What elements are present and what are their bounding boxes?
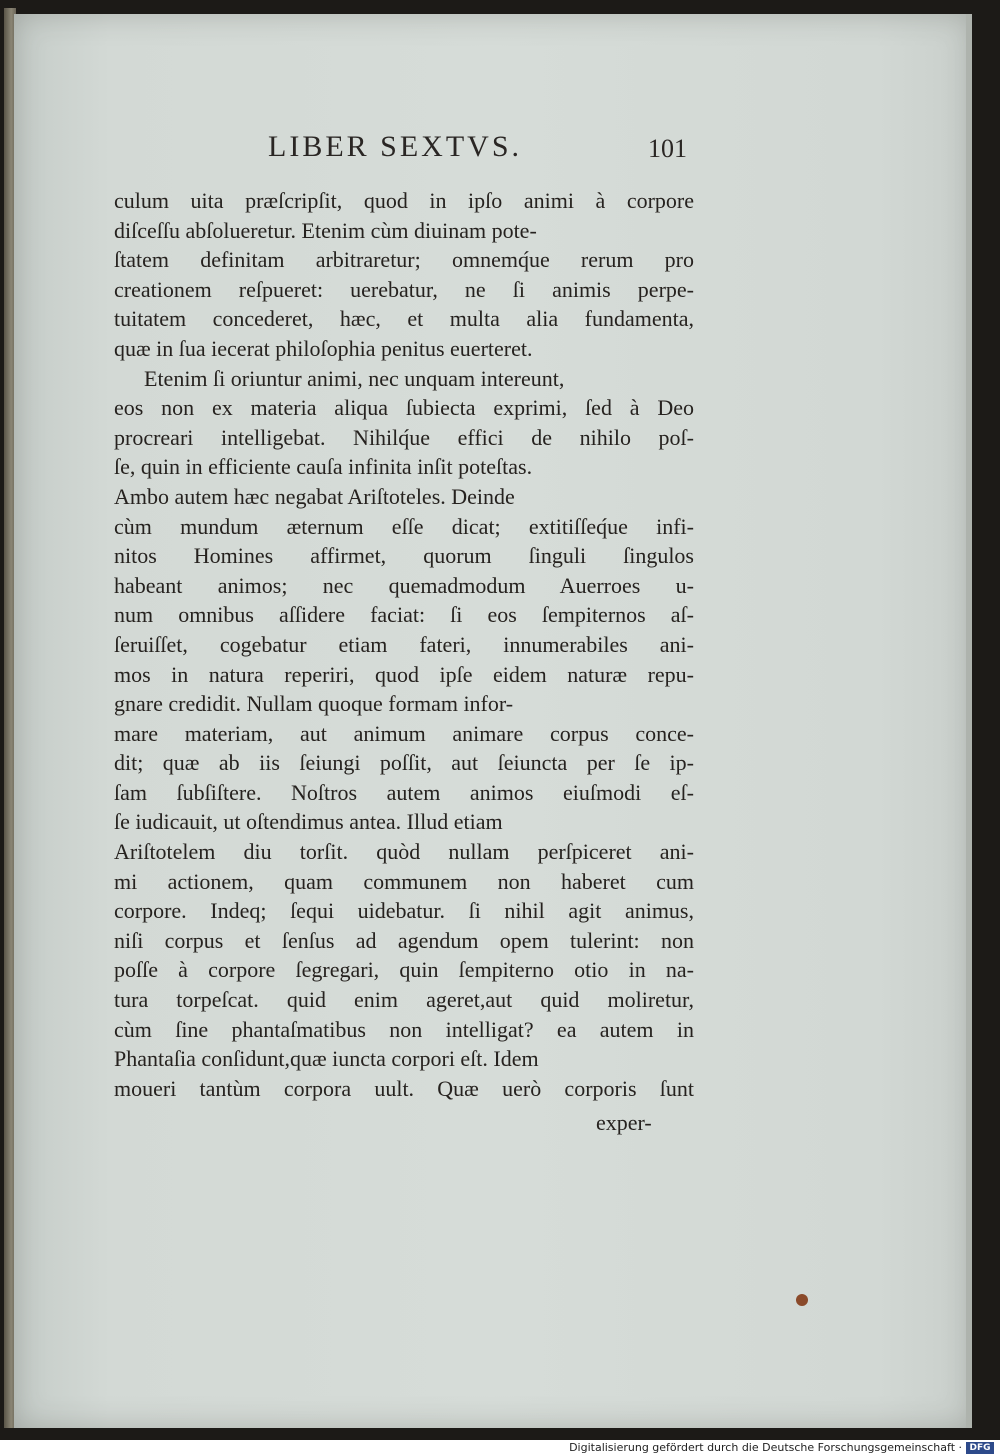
text-line: moueri tantùm corpora uult. Quæ uerò corporis ſunt: [114, 1075, 694, 1101]
dfg-logo: DFG: [966, 1442, 994, 1454]
text-line: mare materiam, aut animum animare corpus conce-: [114, 720, 694, 746]
text-line: mos in natura reperiri, quod ipſe eidem naturæ repu-: [114, 661, 694, 687]
text-line: procreari intelligebat. Nihilq́ue effici de nihilo poſ-: [114, 424, 694, 450]
text-line: tuitatem concederet, hæc, et multa alia fundamenta,: [114, 306, 694, 332]
text-line: gnare credidit. Nullam quoque formam infor-: [114, 691, 514, 717]
text-line: habeant animos; nec quemadmodum Auerroes u-: [114, 572, 694, 598]
text-line: Ariſtotelem diu torſit. quòd nullam perſpiceret ani-: [114, 839, 694, 865]
digitization-credit: Digitalisierung gefördert durch die Deutsche Forschungsgemeinschaft ·: [569, 1441, 962, 1454]
text-line: ſe iudicauit, ut oſtendimus antea. Illud etiam: [114, 809, 503, 835]
text-line: ſe, quin in efficiente cauſa infinita inſit poteſtas.: [114, 454, 533, 480]
text-line: Phantaſia conſidunt,quæ iuncta corpori eſt. Idem: [114, 1046, 539, 1072]
text-line: ſtatem definitam arbitraretur; omnemq́ue rerum pro: [114, 247, 694, 273]
paper-stain: [796, 1294, 808, 1306]
text-line: poſſe à corpore ſegregari, quin ſempiterno otio in na-: [114, 957, 694, 983]
text-line: Etenim ſi oriuntur animi, nec unquam intereunt,: [144, 365, 565, 391]
page-number: 101: [648, 134, 687, 163]
text-line: eos non ex materia aliqua ſubiecta exprimi, ſed à Deo: [114, 395, 694, 421]
text-line: Ambo autem hæc negabat Ariſtoteles. Deinde: [114, 483, 515, 509]
catchword: exper-: [596, 1110, 652, 1135]
text-line: tura torpeſcat. quid enim ageret,aut quid moliretur,: [114, 987, 694, 1013]
text-line: ſam ſubſiſtere. Noſtros autem animos eiuſmodi eſ-: [114, 779, 694, 805]
body-text: [114, 186, 694, 1103]
text-line: nitos Homines affirmet, quorum ſinguli ſingulos: [114, 543, 694, 569]
text-line: num omnibus aſſidere faciat: ſi eos ſempiternos aſ-: [114, 602, 694, 628]
text-line: mi actionem, quam communem non haberet cum: [114, 868, 694, 894]
running-head: [268, 130, 688, 170]
text-line: ſeruiſſet, cogebatur etiam fateri, innumerabiles ani-: [114, 631, 694, 657]
page-edge: [966, 14, 972, 1428]
text-line: creationem reſpueret: uerebatur, ne ſi animis perpe-: [114, 276, 694, 302]
running-title: LIBER SEXTVS.: [268, 130, 523, 163]
text-line: cùm ſine phantaſmatibus non intelligat? ea autem in: [114, 1016, 694, 1042]
text-line: cùm mundum æternum eſſe dicat; extitiſſeq́ue infi-: [114, 513, 694, 539]
text-line: culum uita præſcripſit, quod in ipſo animi à corpore: [114, 188, 694, 213]
text-line: dit; quæ ab iis ſeiungi poſſit, aut ſeiuncta per ſe ip-: [114, 750, 694, 776]
text-line: corpore. Indeq; ſequi uidebatur. ſi nihil agit animus,: [114, 898, 694, 924]
text-line: quæ in ſua iecerat philoſophia penitus euerteret.: [114, 335, 533, 361]
text-line: niſi corpus et ſenſus ad agendum opem tulerint: non: [114, 927, 694, 953]
text-line: diſceſſu abſolueretur. Etenim cùm diuinam pote-: [114, 217, 537, 243]
